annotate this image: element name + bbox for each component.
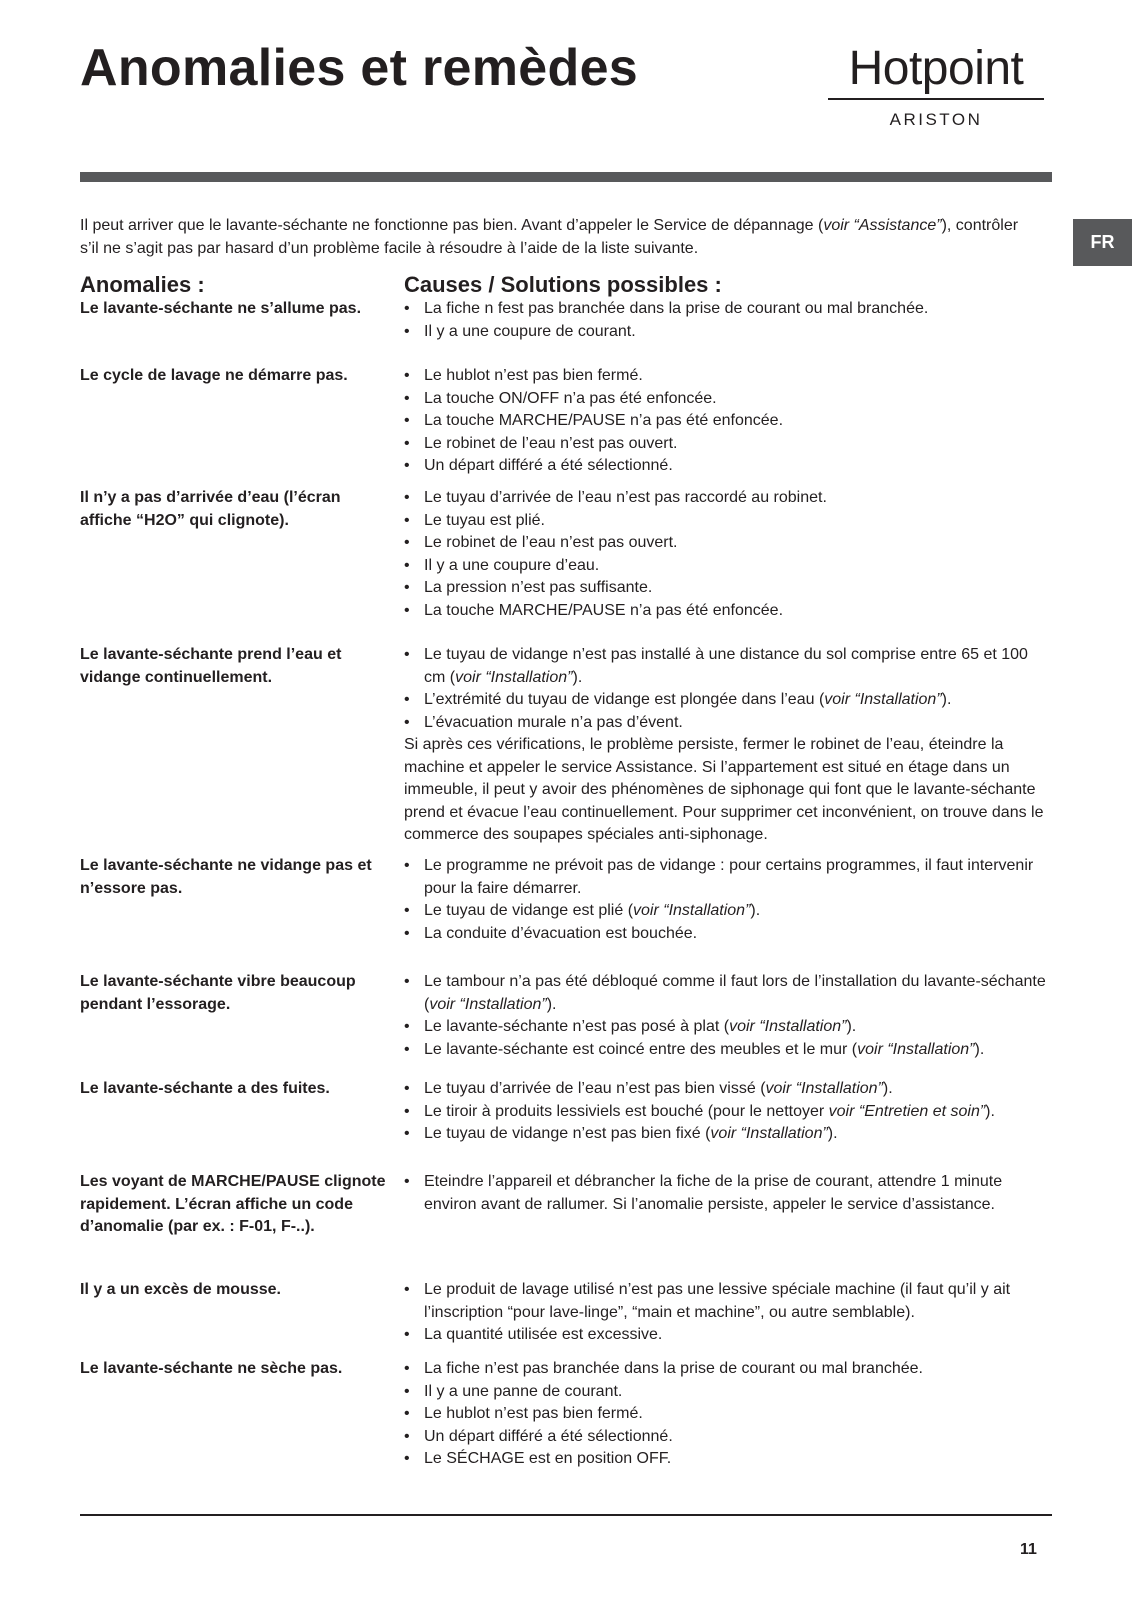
cause-item: • Le tuyau de vidange n’est pas installé à une distance du sol comprise entre 65 et 100 cm (voir “Installation”). [404, 644, 1052, 689]
language-tab: FR [1073, 219, 1132, 266]
causes-heading: Causes / Solutions possibles : [404, 272, 722, 297]
brand-subtitle: ARISTON [889, 110, 983, 129]
footer-divider [80, 1514, 1052, 1516]
cause-item: • Le hublot n’est pas bien fermé. [404, 1403, 1052, 1426]
cause-item: • Le robinet de l’eau n’est pas ouvert. [404, 532, 1052, 555]
page-number: 11 [1020, 1541, 1037, 1558]
causes-list [404, 487, 1052, 622]
cause-item: • Le produit de lavage utilisé n’est pas une lessive spéciale machine (il faut qu’il y ait l’inscription “pour lave-linge”, “main et machine”, ou autre semblable). [404, 1279, 1052, 1324]
cause-item: • Il y a une coupure de courant. [404, 321, 1052, 344]
causes-list [404, 971, 1052, 1061]
cause-item: • Un départ différé a été sélectionné. [404, 455, 1052, 478]
brand-divider [828, 98, 1044, 100]
anomaly-label: Le lavante-séchante prend l’eau et vidange continuellement. [80, 646, 342, 686]
page-title: Anomalies et remèdes [80, 39, 639, 97]
cause-item: • Il y a une coupure d’eau. [404, 555, 1052, 578]
causes-list [404, 855, 1052, 945]
anomaly-label: Le cycle de lavage ne démarre pas. [80, 367, 348, 384]
anomalies-heading: Anomalies : [80, 272, 205, 297]
cause-item: • La touche ON/OFF n’a pas été enfoncée. [404, 388, 1052, 411]
cause-item: • La fiche n fest pas branchée dans la prise de courant ou mal branchée. [404, 298, 1052, 321]
cause-item: • La conduite d’évacuation est bouchée. [404, 923, 1052, 946]
cause-item: • La touche MARCHE/PAUSE n’a pas été enfoncée. [404, 410, 1052, 433]
anomaly-label: Le lavante-séchante ne vidange pas et n’essore pas. [80, 857, 372, 897]
cause-item: • L’extrémité du tuyau de vidange est plongée dans l’eau (voir “Installation”). [404, 689, 1052, 712]
cause-item: • Le tuyau est plié. [404, 510, 1052, 533]
anomaly-label: Le lavante-séchante ne sèche pas. [80, 1360, 343, 1377]
cause-note: Si après ces vérifications, le problème persiste, fermer le robinet de l’eau, éteindre la machine et appeler le service Assistance. Si l’appartement est situé en étage dans un immeuble, il peut y avoir des phénomènes de siphonage qui font que le lavante-séchante prend et évacue l’eau continuellement. Pour supprimer cet inconvénient, on trouve dans le commerce des soupapes spéciales anti-siphonage. [404, 736, 1044, 843]
cause-item: • Le robinet de l’eau n’est pas ouvert. [404, 433, 1052, 456]
cause-item: • L’évacuation murale n’a pas d’évent. [404, 712, 1052, 735]
cause-item: • La touche MARCHE/PAUSE n’a pas été enfoncée. [404, 600, 1052, 623]
intro-text-1: Il peut arriver que le lavante-séchante ne fonctionne pas bien. Avant d’appeler le Service de dépannage ( [80, 217, 824, 234]
anomaly-label: Il y a un excès de mousse. [80, 1281, 281, 1298]
cause-item: • Le tuyau d’arrivée de l’eau n’est pas bien vissé (voir “Installation”). [404, 1078, 1052, 1101]
cause-item: • La fiche n’est pas branchée dans la prise de courant ou mal branchée. [404, 1358, 1052, 1381]
intro-reference: voir “Assistance” [823, 217, 942, 234]
cause-item: • Le SÉCHAGE est en position OFF. [404, 1448, 1052, 1471]
cause-item: • La pression n’est pas suffisante. [404, 577, 1052, 600]
cause-item: • Le tambour n’a pas été débloqué comme il faut lors de l’installation du lavante-séchante (voir “Installation”). [404, 971, 1052, 1016]
intro-text-2: ), contrôler s’il ne s’agit pas par hasard d’un problème facile à résoudre à l’aide de la liste suivante. [80, 217, 1019, 257]
anomaly-label: Le lavante-séchante vibre beaucoup pendant l’essorage. [80, 973, 356, 1013]
cause-item: • Le tuyau d’arrivée de l’eau n’est pas raccordé au robinet. [404, 487, 1052, 510]
causes-list [404, 1171, 1052, 1216]
brand-logo [828, 42, 1044, 130]
cause-item: • Le lavante-séchante n’est pas posé à plat (voir “Installation”). [404, 1016, 1052, 1039]
cause-item: • Le tuyau de vidange est plié (voir “Installation”). [404, 900, 1052, 923]
cause-item: • Eteindre l’appareil et débrancher la fiche de la prise de courant, attendre 1 minute environ avant de rallumer. Si l’anomalie persiste, appeler le service d’assistance. [404, 1171, 1052, 1216]
cause-item: • Le tiroir à produits lessiviels est bouché (pour le nettoyer voir “Entretien et soin”). [404, 1101, 1052, 1124]
anomaly-label: Le lavante-séchante a des fuites. [80, 1080, 330, 1097]
cause-item: • La quantité utilisée est excessive. [404, 1324, 1052, 1347]
causes-list [404, 1358, 1052, 1471]
anomaly-label: Le lavante-séchante ne s’allume pas. [80, 300, 362, 317]
cause-item: • Il y a une panne de courant. [404, 1381, 1052, 1404]
cause-item: • Le hublot n’est pas bien fermé. [404, 365, 1052, 388]
cause-item: • Le lavante-séchante est coincé entre des meubles et le mur (voir “Installation”). [404, 1039, 1052, 1062]
causes-list [404, 298, 1052, 343]
cause-item: • Le programme ne prévoit pas de vidange : pour certains programmes, il faut intervenir pour la faire démarrer. [404, 855, 1052, 900]
causes-list [404, 644, 1052, 734]
causes-list [404, 1078, 1052, 1146]
causes-list [404, 1279, 1052, 1347]
brand-name: Hotpoint [848, 42, 1024, 95]
cause-item: • Le tuyau de vidange n’est pas bien fixé (voir “Installation”). [404, 1123, 1052, 1146]
cause-item: • Un départ différé a été sélectionné. [404, 1426, 1052, 1449]
header-divider [80, 172, 1052, 182]
causes-list [404, 365, 1052, 478]
anomaly-label: Les voyant de MARCHE/PAUSE clignote rapidement. L’écran affiche un code d’anomalie (par ex. : F-01, F-..). [80, 1173, 386, 1235]
anomaly-label: Il n’y a pas d’arrivée d’eau (l’écran affiche “H2O” qui clignote). [80, 489, 341, 529]
intro-paragraph [80, 214, 1040, 260]
